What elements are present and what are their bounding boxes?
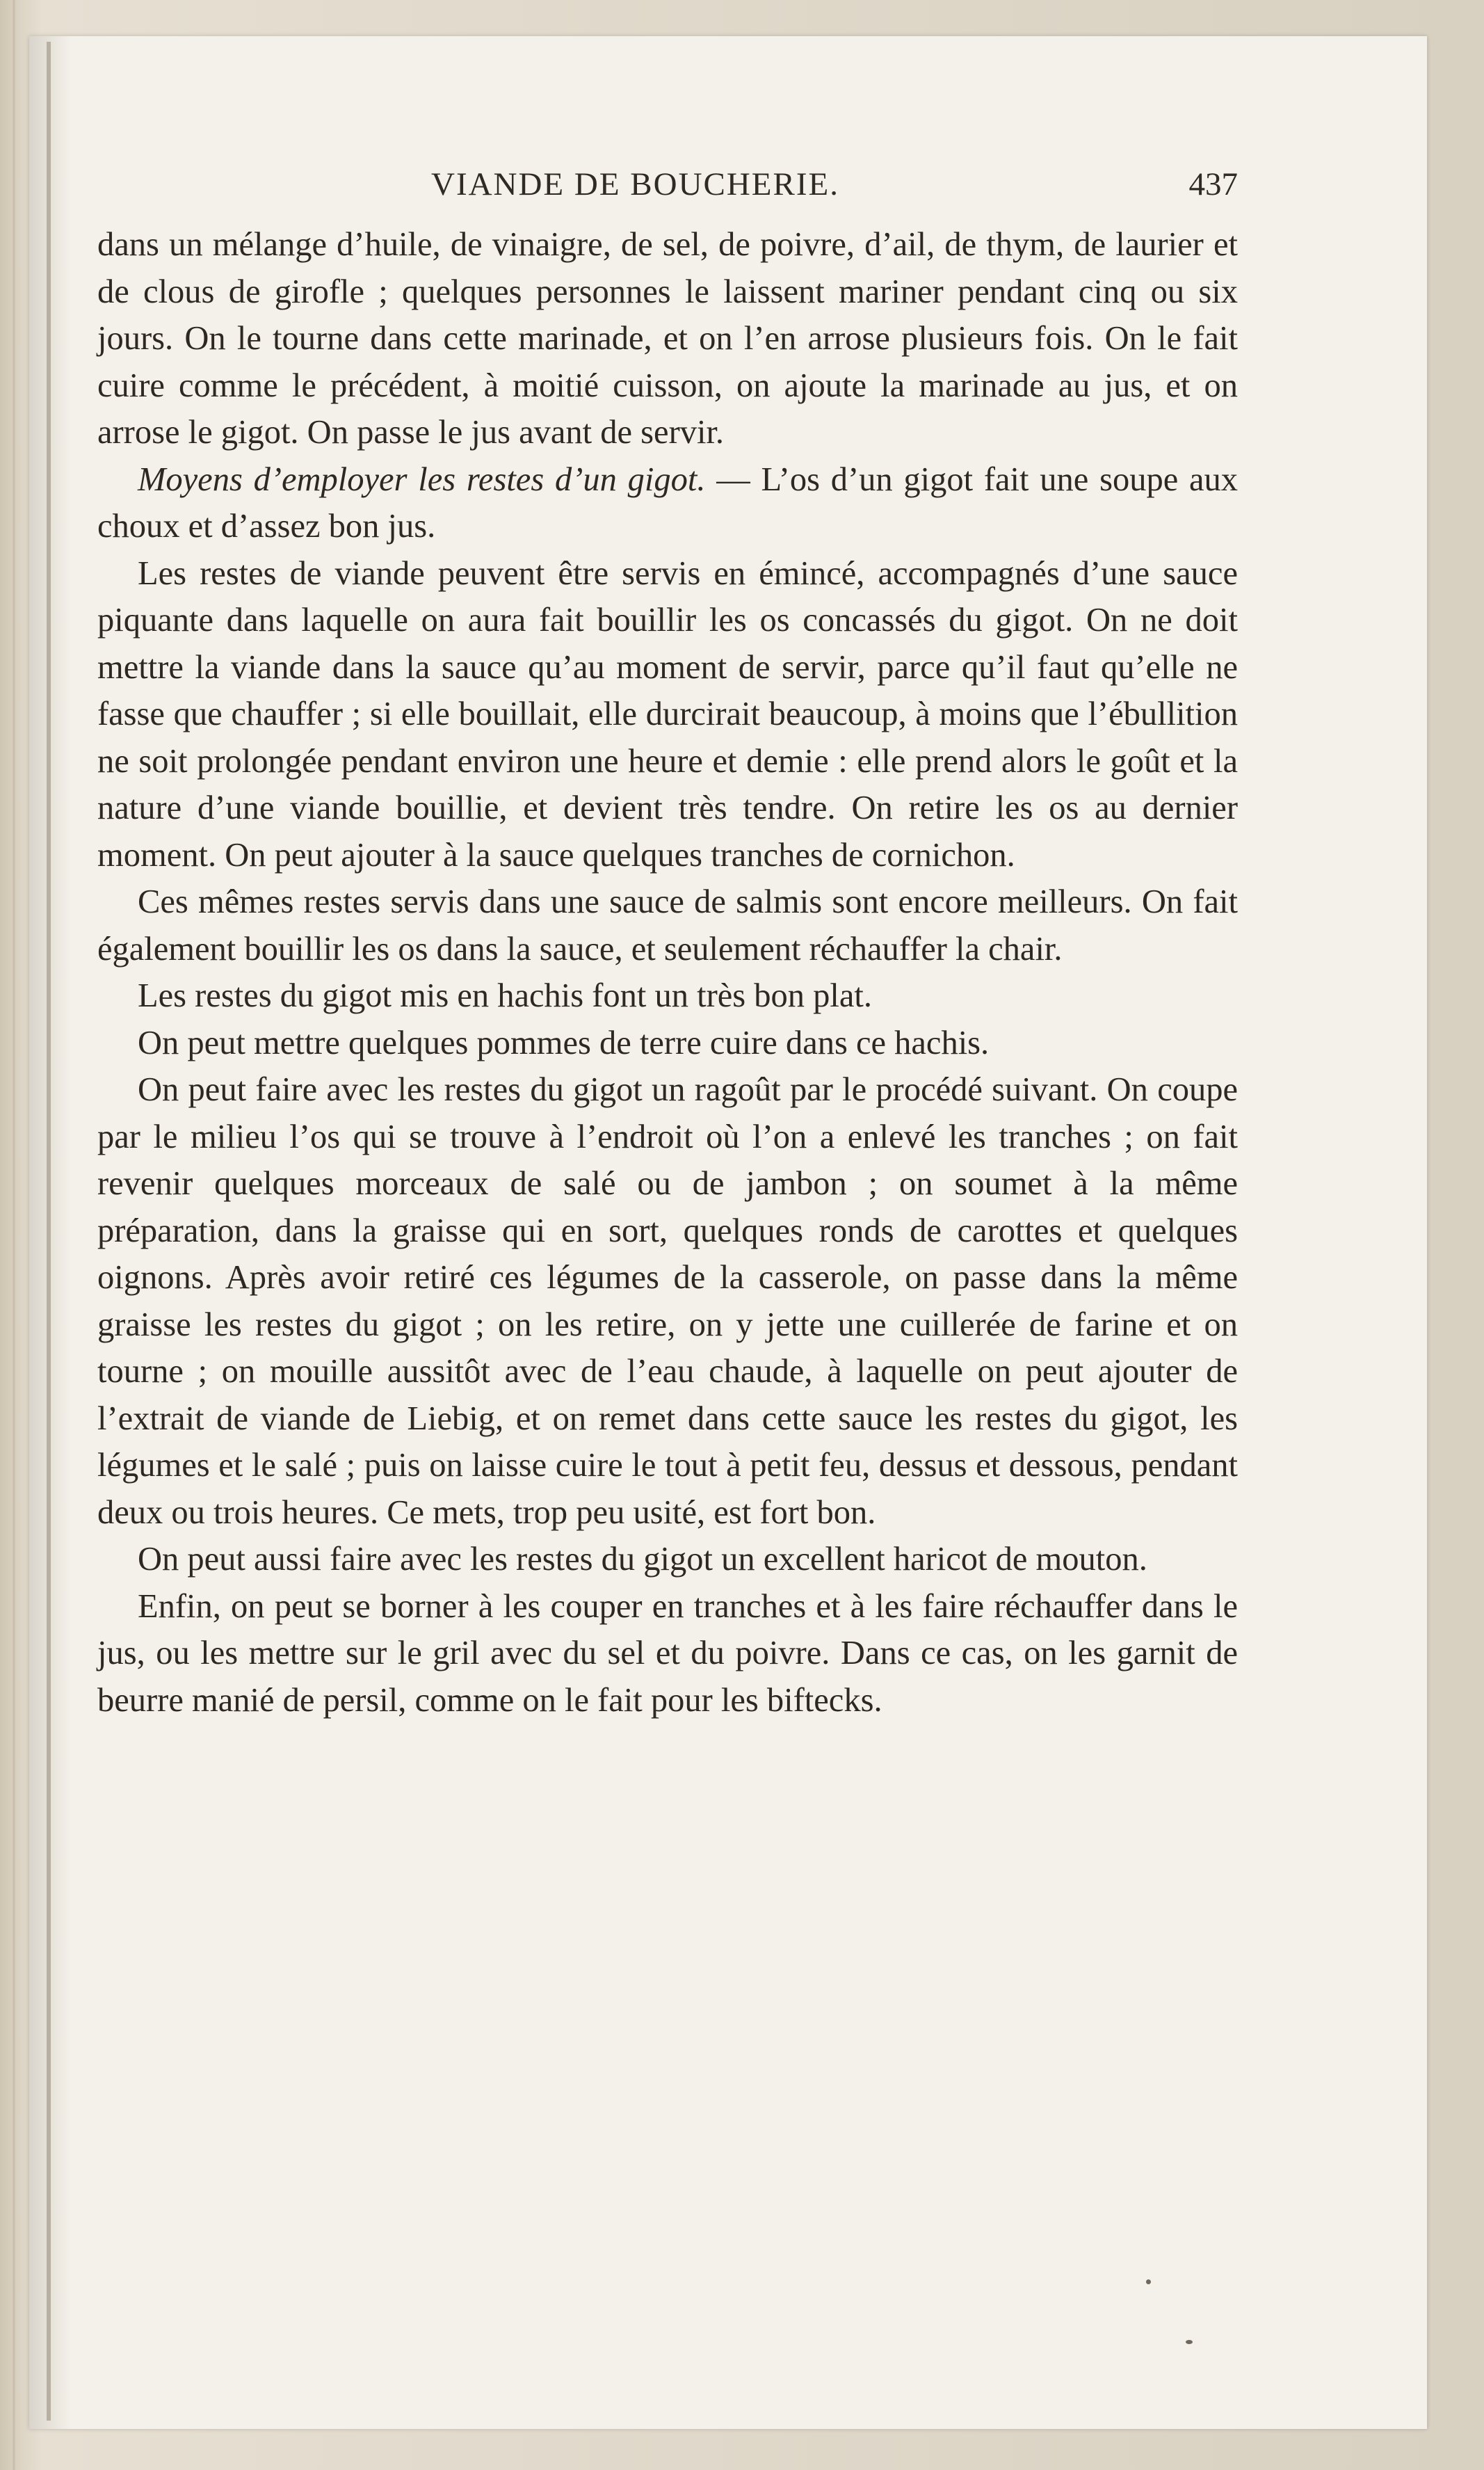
page-header [97,166,1238,214]
paragraph-potatoes: On peut mettre quelques pommes de terre cuire dans ce hachis. [138,1024,990,1061]
paragraph-hachis: Les restes du gigot mis en hachis font un très bon plat. [138,977,873,1014]
paragraph-grill: Enfin, on peut se borner à les couper en tranches et à les faire réchauffer dans le jus, ou les mettre sur le gril avec du sel et du poivre. Dans ce cas, on les garnit de beurre manié de persil, comme on le fait pour les biftecks. [97,1587,1238,1719]
paragraph-emince: Les restes de viande peuvent être servis en émincé, accompagnés d’une sauce piquante dans laquelle on aura fait bouillir les os concassés du gigot. On ne doit mettre la viande dans la sauce qu’au moment de servir, parce qu’il faut qu’elle ne fasse que chauffer ; si elle bouillait, elle durcirait beaucoup, à moins que l’ébullition ne soit prolongée pendant environ une heure et demie : elle prend alors le goût et la nature d’une viande bouillie, et devient très tendre. On retire les os au dernier moment. On peut ajouter à la sauce quelques tranches de cornichon. [97,554,1238,874]
paragraph-ragout: On peut faire avec les restes du gigot un ragoût par le procédé suivant. On coupe par le milieu l’os qui se trouve à l’endroit où l’on a enlevé les tranches ; on fait revenir quelques morceaux de salé ou de jambon ; on soumet à la même préparation, dans la graisse qui en sort, quelques ronds de carottes et quelques oignons. Après avoir retiré ces légumes de la casserole, on passe dans la même graisse les restes du gigot ; on les retire, on y jette une cuillerée de farine et on tourne ; on mouille aussitôt avec de l’eau chaude, à laquelle on peut ajouter de l’extrait de viande de Liebig, et on remet dans cette sauce les restes du gigot, les légumes et le salé ; puis on laisse cuire le tout à petit feu, dessus et dessous, pendant deux ou trois heures. Ce mets, trop peu usité, est fort bon. [97,1071,1238,1531]
page-speck [1146,2279,1151,2284]
paragraph-marinade: dans un mélange d’huile, de vinaigre, de sel, de poivre, d’ail, de thym, de laurier et de clous de girofle ; quelques personnes le laissent mariner pendant cinq ou six jours. On le tourne dans cette marinade, et on l’en arrose plusieurs fois. On le fait cuire comme le précédent, à moitié cuisson, on ajoute la marinade au jus, et on arrose le gigot. On passe le jus avant de servir. [97,226,1238,451]
page-speck [1186,2340,1193,2344]
page-body [97,221,1238,1724]
paragraph-salmis: Ces mêmes restes servis dans une sauce de salmis sont encore meilleurs. On fait également bouillir les os dans la sauce, et seulement réchauffer la chair. [97,883,1238,968]
running-title: VIANDE DE BOUCHERIE. [431,166,839,202]
page-number: 437 [1188,166,1238,202]
paragraph-leftovers-text: — L’os d’un gigot fait une soupe aux choux et d’assez bon jus. [97,460,1239,545]
italic-section-heading: Moyens d’employer les restes d’un gigot. [138,460,706,498]
paragraph-haricot: On peut aussi faire avec les restes du gigot un excellent haricot de mouton. [138,1541,1147,1578]
paragraph-leftovers-heading [97,456,1238,550]
